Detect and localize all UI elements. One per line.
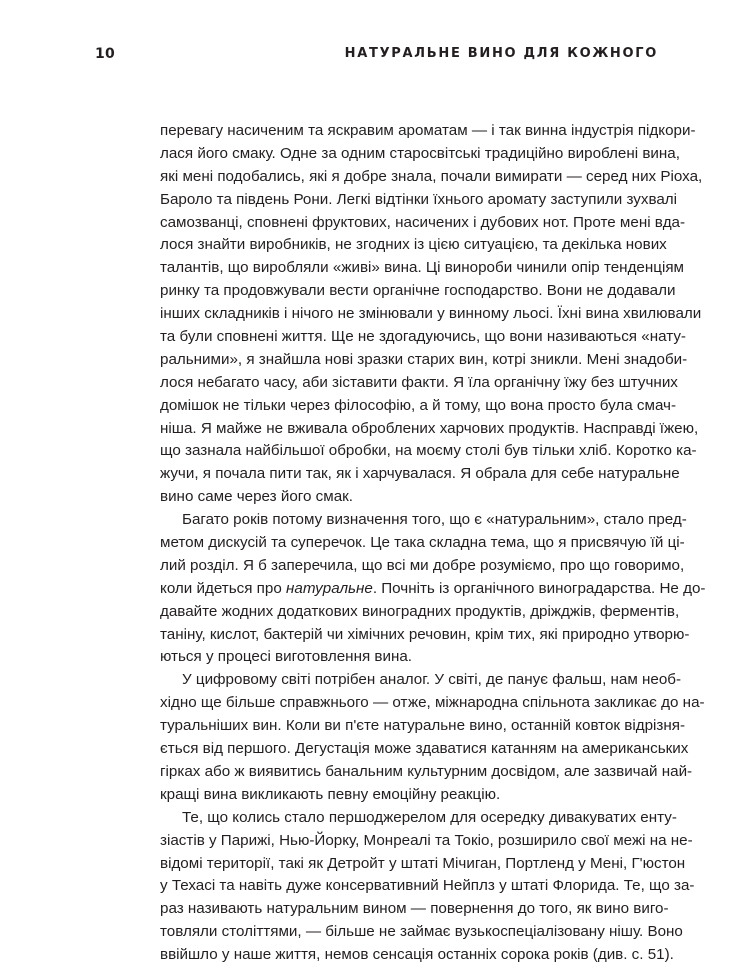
text-line: які мені подобались, які я добре знала, почали вимирати — серед них Ріоха, (160, 167, 703, 185)
text-line: товляли століттями, — більше не займає вузькоспеціалізовану нішу. Воно (160, 923, 683, 941)
paragraph (160, 669, 705, 806)
text-line: талантів, що виробляли «живі» вина. Ці винороби чинили опір тенденціям (160, 259, 684, 277)
text-line: самозванці, сповнені фруктових, насичених і дубових нот. Проте мені вда- (160, 213, 686, 231)
text-line: туральніших вин. Коли ви п'єте натуральне вино, останній ковток відрізня- (160, 717, 686, 735)
running-title: НАТУРАЛЬНЕ ВИНО ДЛЯ КОЖНОГО (344, 46, 658, 61)
text-line: ральними», я знайшла нові зразки старих вин, котрі зникли. Мені знадоби- (160, 350, 688, 368)
text-line: Бароло та південь Рони. Легкі відтінки їхнього аромату заступили зухвалі (160, 190, 678, 208)
text-line: жучи, я почала пити так, як і харчувалася. Я обрала для себе натуральне (160, 465, 680, 483)
text-line: та були сповнені життя. Ще не здогадуючись, що вони називаються «нату- (160, 328, 686, 346)
text-line: раз називають натуральним вином — повернення до того, як вино виго- (160, 900, 669, 918)
text-line: вино саме через його смак. (160, 488, 354, 506)
text-line: кращі вина викликають певну емоційну реакцію. (160, 785, 501, 803)
text-line: Багато років потому визначення того, що є «натуральним», стало пред- (182, 511, 687, 529)
text-line: коли йдеться про натуральне. Почніть із органічного виноградарства. Не до- (160, 579, 706, 597)
paragraph (160, 509, 706, 669)
text-line: гірках або ж виявитись банальним культурним досвідом, але зазвичай най- (160, 762, 693, 780)
page-number: 10 (95, 46, 116, 62)
text-line: У цифровому світі потрібен аналог. У світі, де панує фальш, нам необ- (182, 671, 682, 689)
text-line: лий розділ. Я б заперечила, що всі ми добре розуміємо, про що говоримо, (160, 556, 685, 574)
text-line: давайте жодних додаткових виноградних продуктів, дріжджів, ферментів, (160, 602, 680, 620)
text-line: таніну, кислот, бактерій чи хімічних речовин, крім тих, які природно утворю- (160, 625, 690, 643)
text-line: зіастів у Парижі, Нью-Йорку, Монреалі та Токіо, розширило свої межі на не- (160, 831, 693, 849)
text-line: домішок не тільки через філософію, а й тому, що вона просто була смач- (160, 396, 677, 414)
text-line: лося знайти виробників, не згодних із цією ситуацією, та декілька нових (160, 236, 667, 254)
body-text (160, 120, 706, 967)
text-line: ринку та продовжували вести органічне господарство. Вони не додавали (160, 282, 676, 300)
paragraph (160, 120, 703, 509)
text-line: перевагу насиченим та яскравим ароматам — і так винна індустрія підкори- (160, 122, 696, 139)
text-line: Те, що колись стало першоджерелом для осередку дивакуватих енту- (182, 808, 677, 826)
text-line: відомі території, такі як Детройт у штаті Мічиган, Портленд у Мені, Г'юстон (160, 854, 686, 872)
text-line: лося небагато часу, аби зіставити факти. Я їла органічну їжу без штучних (160, 373, 678, 391)
text-line: у Техасі та навіть дуже консервативний Нейплз у штаті Флорида. Те, що за- (160, 877, 695, 895)
text-line: ється від першого. Дегустація може здаватися катанням на американських (160, 740, 689, 758)
text-line: інших складників і нічого не змінювали у винному льосі. Їхні вина хвилювали (160, 305, 702, 323)
text-line: ються у процесі виготовлення вина. (160, 648, 413, 666)
text-line: що зазнала найбільшої обробки, на моєму столі був тільки хліб. Коротко ка- (160, 442, 697, 460)
text-line: ніша. Я майже не вживала оброблених харчових продуктів. Насправді їжею, (160, 419, 699, 437)
text-line: хідно ще більше справжнього — отже, міжнародна спільнота закликає до на- (160, 694, 705, 712)
running-head (95, 46, 658, 68)
emphasis: натуральне (286, 579, 373, 597)
paragraph (160, 807, 695, 967)
text-line: метом дискусій та суперечок. Це така складна тема, що я присвячую їй ці- (160, 534, 685, 552)
text-line: ввійшло у наше життя, немов сенсація останніх сорока років (див. с. 51). (160, 946, 674, 964)
text-line: лася його смаку. Одне за одним старосвітські традиційно вироблені вина, (160, 144, 680, 162)
